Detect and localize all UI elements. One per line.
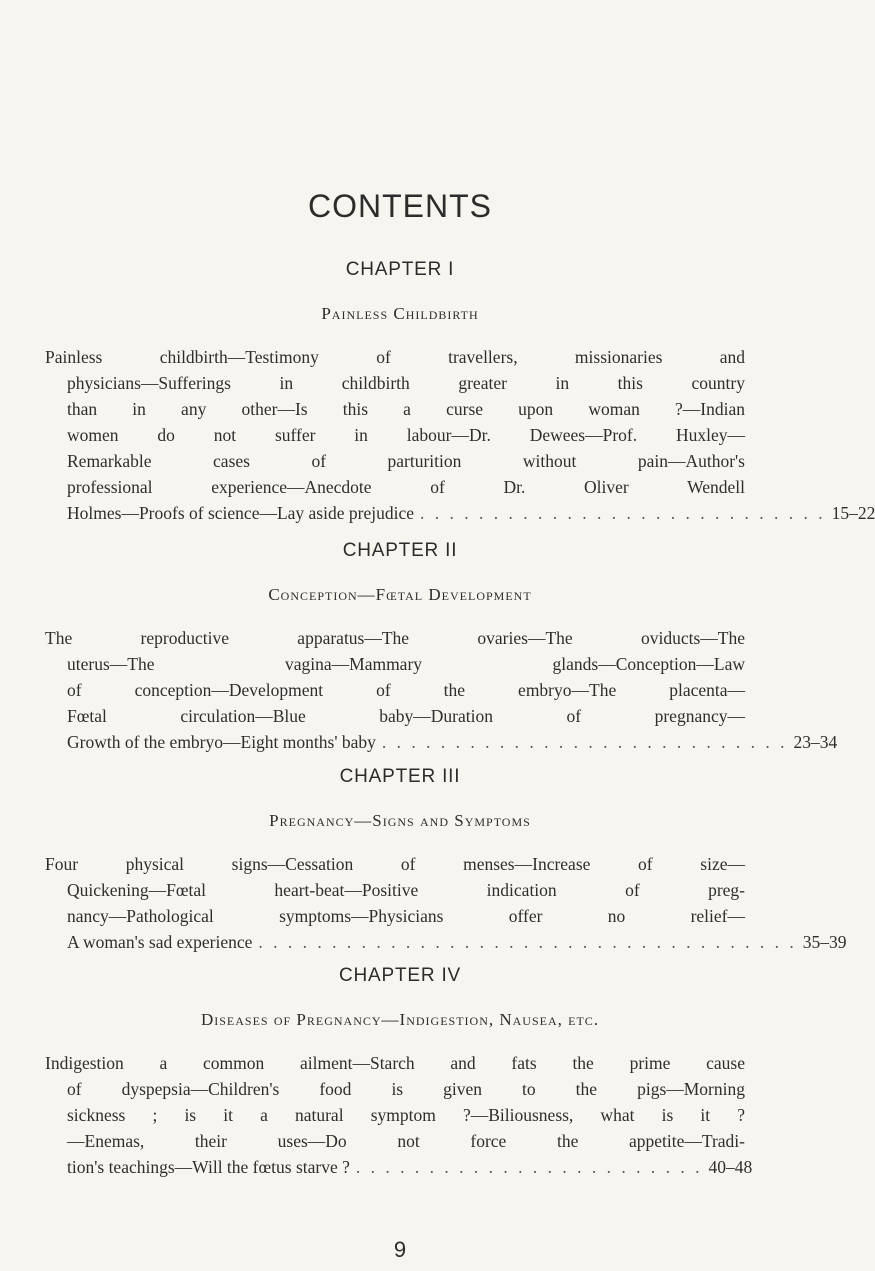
chapter-subtitle: Diseases of Pregnancy—Indigestion, Nausea, etc. (200, 1010, 600, 1029)
dot-leader: . . . . . . . . . . . . . . . . . . . . . . . . . . . . (381, 732, 788, 752)
synopsis-line: A woman's sad experience (67, 932, 253, 952)
dot-leader: . . . . . . . . . . . . . . . . . . . . . . . . (355, 1157, 703, 1177)
synopsis-line: Fœtal circulation—Blue baby—Duration of pregnancy— (67, 706, 745, 726)
synopsis-line: Holmes—Proofs of science—Lay aside prejudice (67, 503, 414, 523)
synopsis-line: sickness ; is it a natural symptom ?—Biliousness, what is it ? (67, 1105, 745, 1125)
synopsis-line: —Enemas, their uses—Do not force the appetite—Tradi- (67, 1131, 745, 1151)
synopsis-line: Painless childbirth—Testimony of travellers, missionaries and (45, 347, 745, 367)
synopsis-line: Indigestion a common ailment—Starch and fats the prime cause (45, 1053, 745, 1073)
page-title: CONTENTS (308, 188, 492, 224)
chapter-heading: CHAPTER II (342, 540, 458, 561)
chapter-heading: CHAPTER I (345, 259, 455, 280)
synopsis-last-line (45, 929, 847, 955)
chapter-3 (0, 765, 847, 955)
page-range: 23–34 (793, 732, 838, 752)
page-range: 35–39 (802, 932, 847, 952)
synopsis-last-line (45, 729, 838, 755)
chapter-synopsis (45, 851, 847, 955)
synopsis-line: professional experience—Anecdote of Dr. Oliver Wendell (67, 477, 745, 497)
page-range: 40–48 (708, 1157, 753, 1177)
synopsis-line: Growth of the embryo—Eight months' baby (67, 732, 376, 752)
chapter-synopsis (45, 625, 838, 755)
chapter-heading: CHAPTER IV (338, 965, 462, 986)
chapter-subtitle: Pregnancy—Signs and Symptoms (269, 811, 531, 830)
page-range: 15–22 (831, 503, 875, 523)
chapter-2 (0, 539, 838, 755)
chapter-1 (0, 258, 875, 526)
chapter-synopsis (45, 344, 875, 526)
chapter-4 (0, 964, 800, 1180)
dot-leader: . . . . . . . . . . . . . . . . . . . . . . . . . . . . . . . . . . . . . (258, 932, 797, 952)
synopsis-line: of dyspepsia—Children's food is given to the pigs—Morning (67, 1079, 745, 1099)
chapter-subtitle: Conception—Fœtal Development (268, 585, 532, 604)
synopsis-line: tion's teachings—Will the fœtus starve ? (67, 1157, 350, 1177)
synopsis-line: uterus—The vagina—Mammary glands—Conception—Law (67, 654, 745, 674)
synopsis-last-line (45, 1154, 753, 1180)
synopsis-line: Quickening—Fœtal heart-beat—Positive indication of preg- (67, 880, 745, 900)
chapter-synopsis (45, 1050, 753, 1180)
synopsis-line: Remarkable cases of parturition without pain—Author's (67, 451, 745, 471)
synopsis-line: Four physical signs—Cessation of menses—Increase of size— (45, 854, 745, 874)
page-number: 9 (393, 1237, 407, 1262)
synopsis-line: than in any other—Is this a curse upon woman ?—Indian (67, 399, 745, 419)
synopsis-line: The reproductive apparatus—The ovaries—The oviducts—The (45, 628, 745, 648)
synopsis-line: physicians—Sufferings in childbirth greater in this country (67, 373, 745, 393)
chapter-heading: CHAPTER III (339, 766, 461, 787)
dot-leader: . . . . . . . . . . . . . . . . . . . . . . . . . . . . (419, 503, 826, 523)
chapter-subtitle: Painless Childbirth (321, 304, 479, 323)
synopsis-line: of conception—Development of the embryo—The placenta— (67, 680, 745, 700)
synopsis-line: women do not suffer in labour—Dr. Dewees—Prof. Huxley— (67, 425, 745, 445)
synopsis-line: nancy—Pathological symptoms—Physicians offer no relief— (67, 906, 745, 926)
synopsis-last-line (45, 500, 875, 526)
